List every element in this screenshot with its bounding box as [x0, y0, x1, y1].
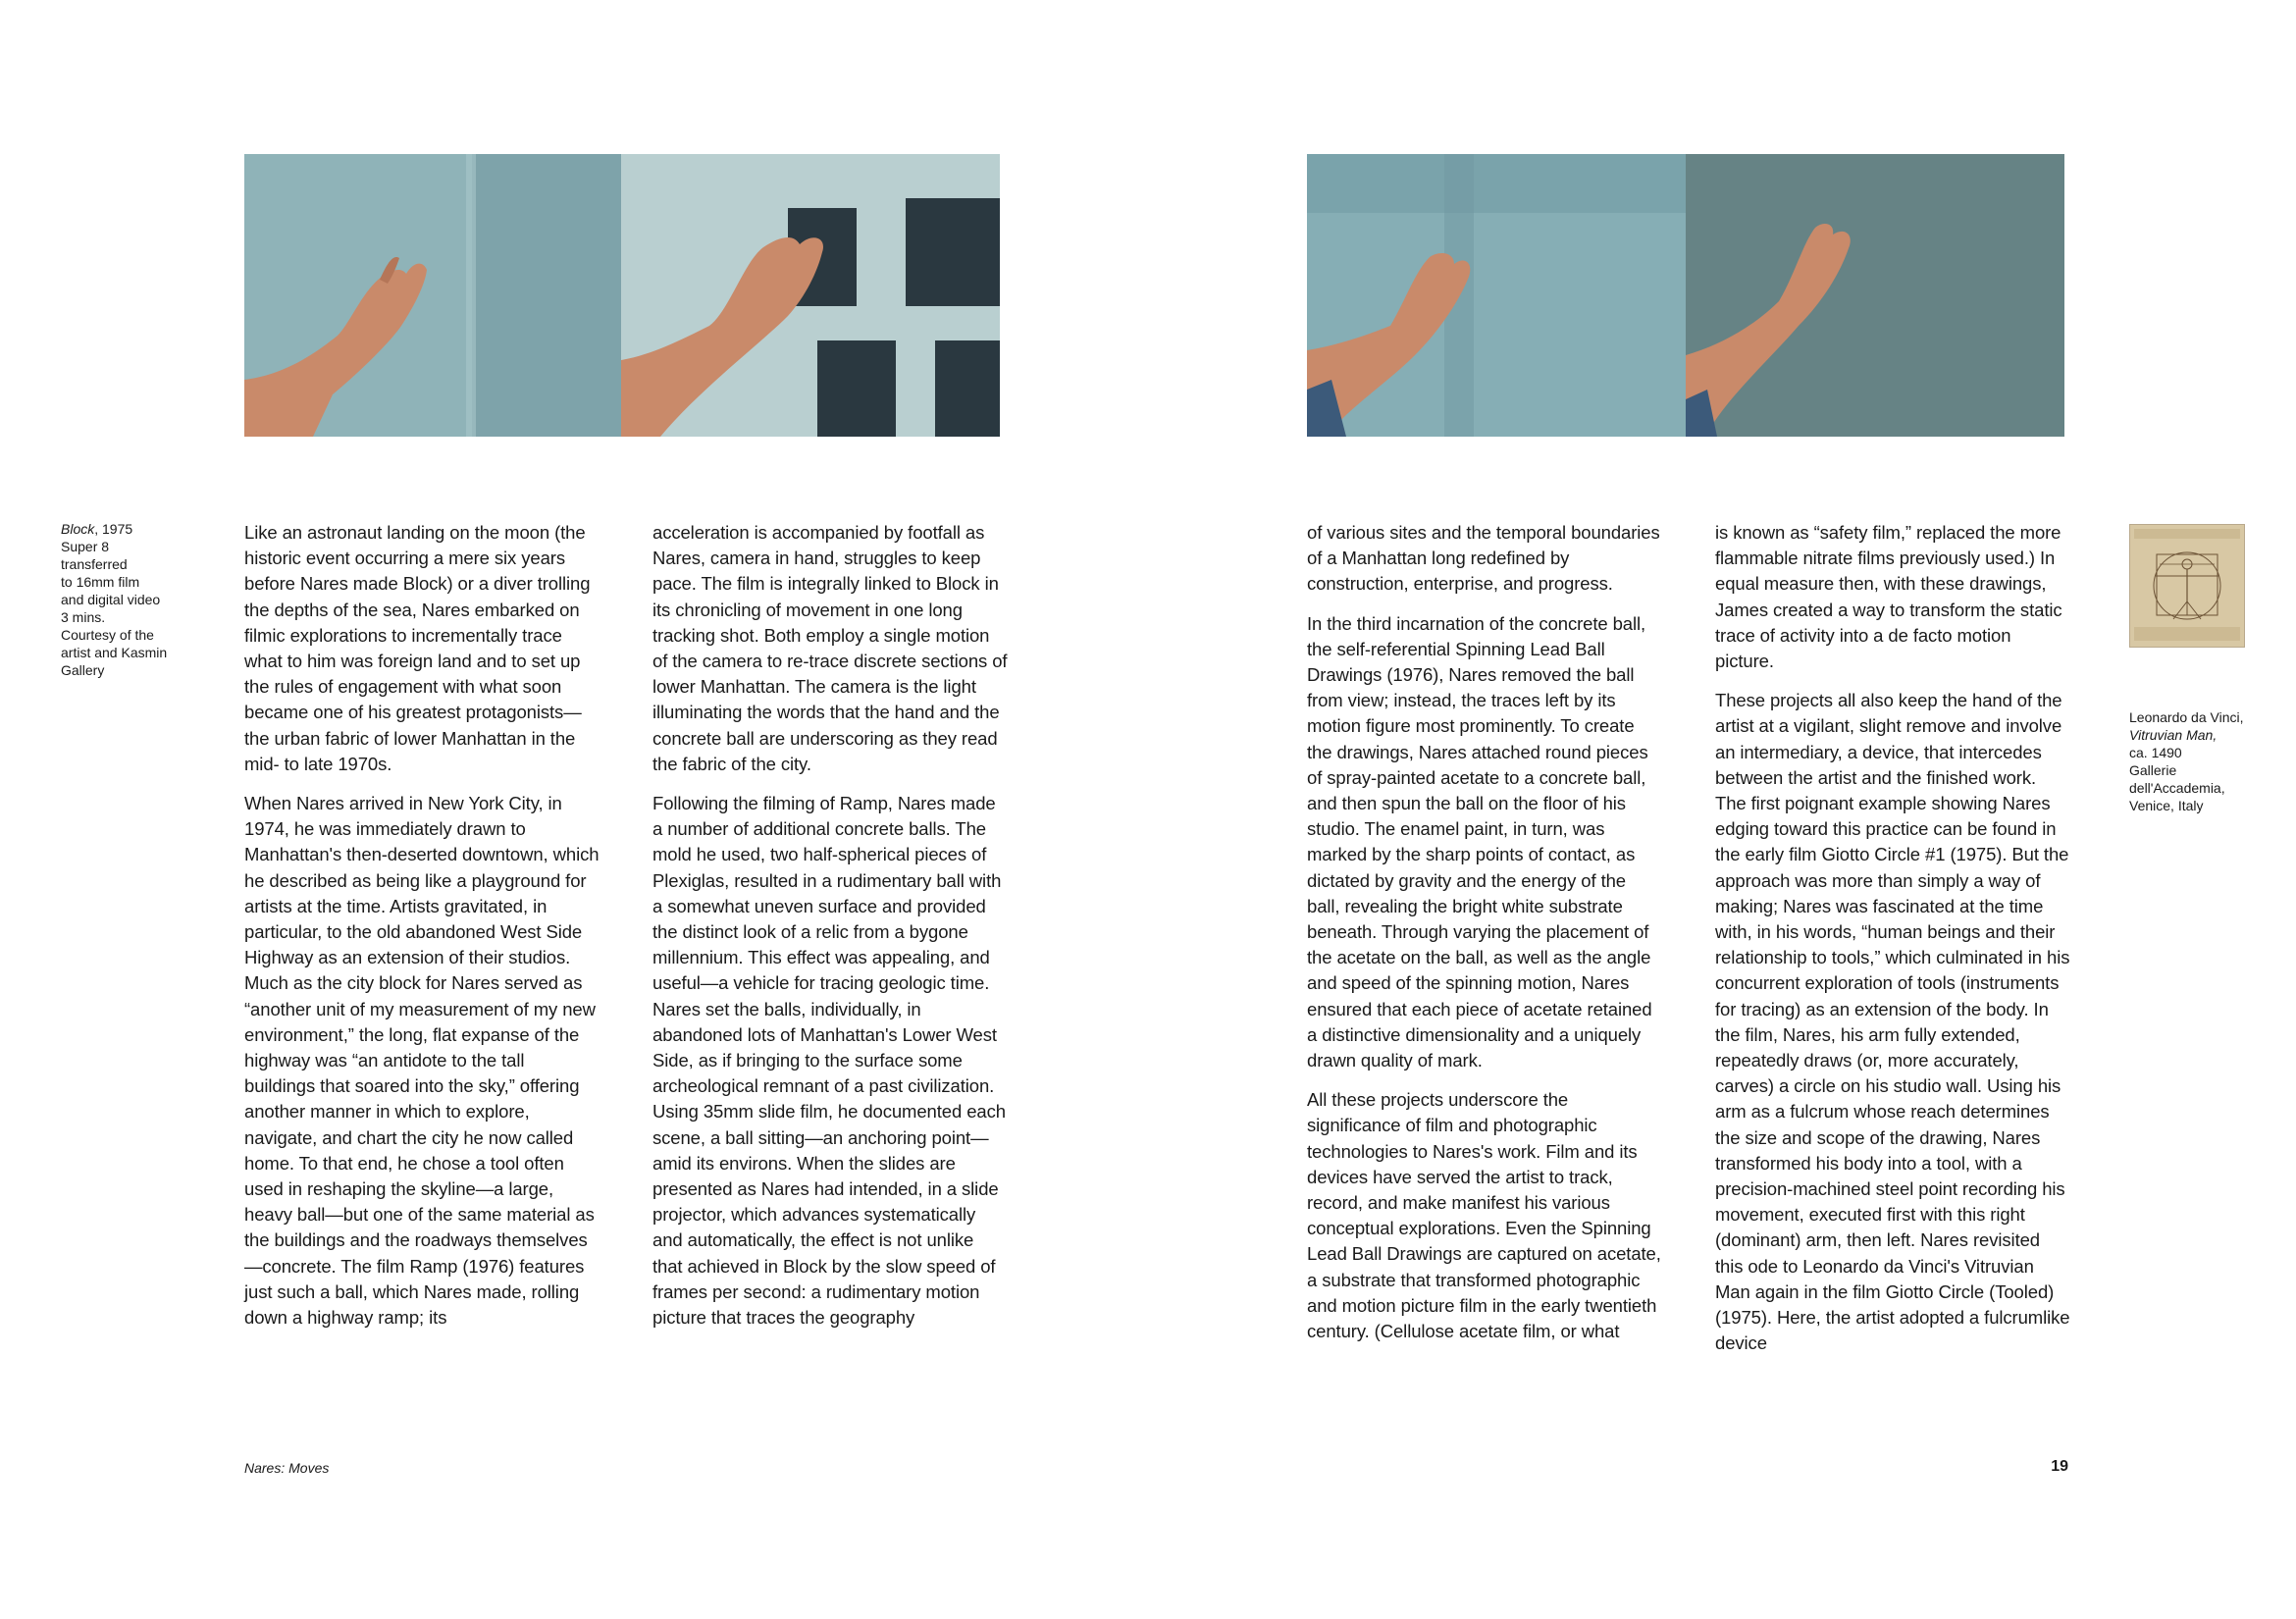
- text-column-1: [244, 520, 600, 1344]
- caption-line: Gallerie: [2129, 762, 2177, 778]
- block-film-still-4: [1686, 154, 2064, 437]
- caption-line: to 16mm film: [61, 574, 140, 590]
- caption-year: , 1975: [94, 521, 133, 537]
- caption-line: Courtesy of the: [61, 627, 154, 643]
- text-column-3: [1307, 520, 1662, 1358]
- block-film-still-1: [244, 154, 621, 437]
- caption-line: 3 mins.: [61, 609, 106, 625]
- paragraph: acceleration is accompanied by footfall as Nares, camera in hand, struggles to keep pace. The film is integrally linked to Block in its chronicling of movement in one long tracking shot. Both employ a single motion of the camera to re-trace discrete sections of lower Manhattan. The camera is the light illuminating the words that the hand and the concrete ball are underscoring as they read the fabric of the city.: [652, 522, 1008, 774]
- paragraph: All these projects underscore the significance of film and photographic technologies to Nares's work. Film and its devices have served the artist to track, record, and make manifest his various conceptual explorations. Even the Spinning Lead Ball Drawings are captured on acetate, a substrate that transformed photographic and motion picture film in the early twentieth century. (Cellulose acetate film, or what: [1307, 1089, 1661, 1342]
- text-column-4: [1715, 520, 2070, 1371]
- paragraph: In the third incarnation of the concrete ball, the self-referential Spinning Lead Ball Drawings (1976), Nares removed the ball from view; instead, the traces left by its motion figure most prominently. To create the drawings, Nares attached round pieces of spray-painted acetate to a concrete ball, and then spun the ball on the floor of his studio. The enamel paint, in turn, was marked by the sharp points of contact, as dictated by gravity and the energy of the ball, revealing the bright white substrate beneath. Through varying the placement of the acetate on the ball, as well as the angle and speed of the spinning motion, Nares ensured that each piece of acetate retained a distinctive dimensionality and a uniquely drawn quality of mark.: [1307, 612, 1652, 1071]
- paragraph: of various sites and the temporal boundaries of a Manhattan long redefined by construction, enterprise, and progress.: [1307, 522, 1660, 595]
- caption-line: dell'Accademia,: [2129, 780, 2225, 796]
- paragraph: When Nares arrived in New York City, in 1974, he was immediately drawn to Manhattan's then-deserted downtown, which he described as being like a playground for artists at the time. Artists gravitated, in particular, to the old abandoned West Side Highway as an extension of their studios. Much as the city block for Nares served as “another unit of my measurement of my new environment,” the long, flat expanse of the highway was “an antidote to the tall buildings that soared into the sky,” offering another manner in which to explore, navigate, and chart the city he now called home. To that end, he chose a tool often used in reshaping the skyline—a large, heavy ball—but one of the same material as the buildings and the roadways themselves—concrete. The film Ramp (1976) features just such a ball, which Nares made, rolling down a highway ramp; its: [244, 793, 600, 1329]
- block-film-still-3: [1307, 154, 1686, 437]
- caption-line: ca. 1490: [2129, 745, 2182, 760]
- text-column-2: [652, 520, 1008, 1344]
- caption-line: Leonardo da Vinci,: [2129, 709, 2244, 725]
- caption-line: Venice, Italy: [2129, 798, 2204, 813]
- caption-line: Super 8: [61, 539, 110, 554]
- caption-title: Block: [61, 521, 95, 537]
- caption-line: and digital video: [61, 592, 161, 607]
- caption-title: Vitruvian Man,: [2129, 727, 2218, 743]
- caption-line: Gallery: [61, 662, 105, 678]
- vitruvian-man-image: [2129, 524, 2245, 648]
- running-footer: Nares: Moves: [244, 1460, 330, 1476]
- block-caption: [61, 520, 188, 679]
- paragraph: is known as “safety film,” replaced the more flammable nitrate films previously used.) In equal measure then, with these drawings, James created a way to transform the static trace of activity into a de facto motion picture.: [1715, 522, 2062, 672]
- paragraph: These projects all also keep the hand of the artist at a vigilant, slight remove and involve an intermediary, a device, that intercedes between the artist and the finished work. The first poignant example showing Nares edging toward this practice can be found in the early film Giotto Circle #1 (1975). But the approach was more than simply a way of making; Nares was fascinated at the time with, in his words, “human beings and their relationship to tools,” which culminated in his concurrent exploration of tools (instruments for tracing) as an extension of the body. In the film, Nares, his arm fully extended, repeatedly draws (or, more accurately, carves) a circle on his studio wall. Using his arm as a fulcrum whose reach determines the size and scope of the drawing, Nares transformed his body into a tool, with a precision-machined steel point recording his movement, executed first with this right (dominant) arm, then left. Nares revisited this ode to Leonardo da Vinci's Vitruvian Man again in the film Giotto Circle (Tooled) (1975). Here, the artist adopted a fulcrumlike device: [1715, 690, 2070, 1354]
- paragraph: Like an astronaut landing on the moon (the historic event occurring a mere six years before Nares made Block) or a diver trolling the depths of the sea, Nares embarked on filmic explorations to incrementally trace what to him was foreign land and to set up the rules of engagement with what soon became one of his greatest protagonists—the urban fabric of lower Manhattan in the mid- to late 1970s.: [244, 522, 591, 774]
- block-film-still-2: [621, 154, 1000, 437]
- caption-line: artist and Kasmin: [61, 645, 168, 660]
- caption-line: transferred: [61, 556, 128, 572]
- vitruvian-caption: [2129, 708, 2267, 814]
- paragraph: Following the filming of Ramp, Nares made a number of additional concrete balls. The mold he used, two half-spherical pieces of Plexiglas, resulted in a rudimentary ball with a somewhat uneven surface and provided the distinct look of a relic from a bygone millennium. This effect was appealing, and useful—a vehicle for tracing geologic time. Nares set the balls, individually, in abandoned lots of Manhattan's Lower West Side, as if bringing to the surface some archeological remnant of a past civilization. Using 35mm slide film, he documented each scene, a ball sitting—an anchoring point—amid its environs. When the slides are presented as Nares had intended, in a slide projector, which advances systematically and automatically, the effect is not unlike that achieved in Block by the slow speed of frames per second: a rudimentary motion picture that traces the geography: [652, 793, 1006, 1329]
- page-number: 19: [2051, 1458, 2068, 1475]
